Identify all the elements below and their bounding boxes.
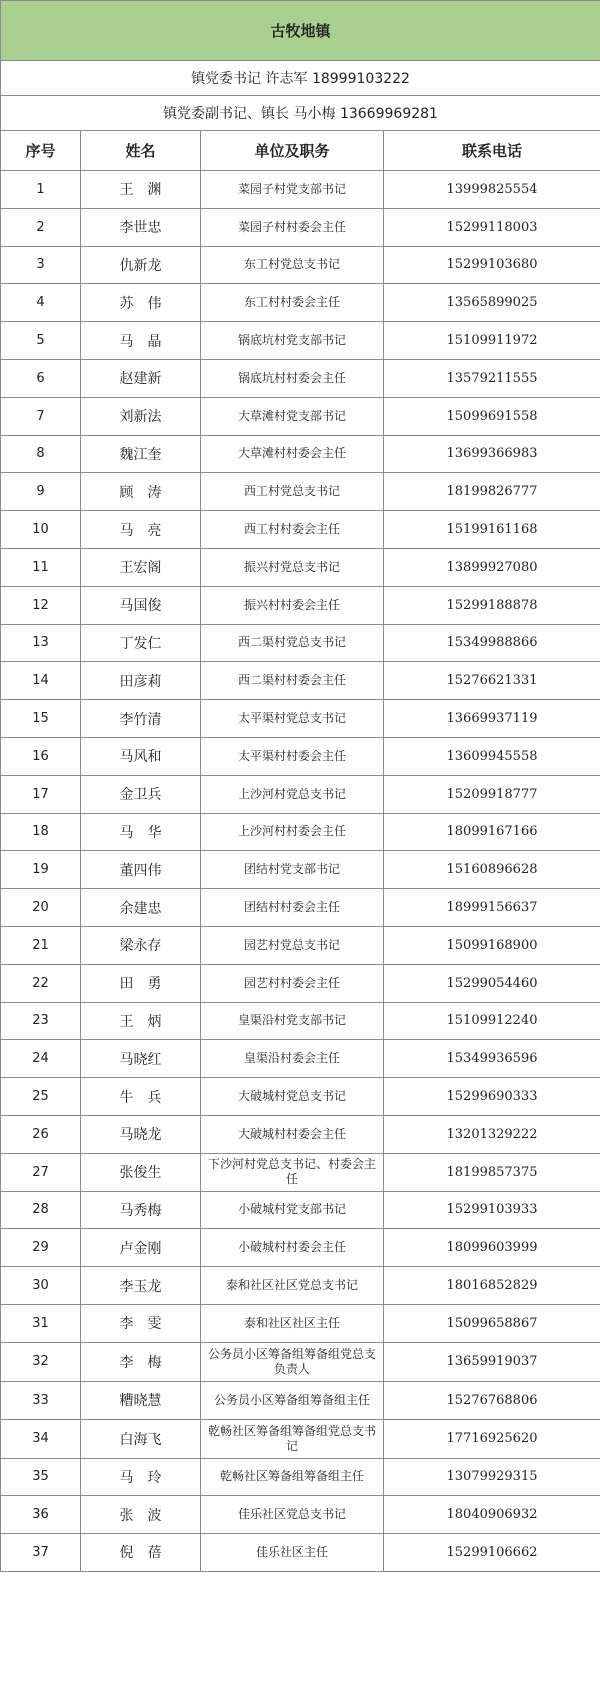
row-name: 李 雯 — [81, 1304, 201, 1342]
row-phone: 13565899025 — [384, 284, 600, 322]
row-name: 顾 涛 — [81, 473, 201, 511]
row-index: 3 — [1, 246, 81, 284]
row-phone: 15276621331 — [384, 662, 600, 700]
row-phone: 18040906932 — [384, 1496, 600, 1534]
row-phone: 18099167166 — [384, 813, 600, 851]
row-index: 33 — [1, 1381, 81, 1419]
row-position: 下沙河村党总支书记、村委会主任 — [201, 1153, 384, 1191]
table-row — [1, 548, 600, 586]
row-index: 7 — [1, 397, 81, 435]
row-phone: 15160896628 — [384, 851, 600, 889]
row-index: 25 — [1, 1078, 81, 1116]
row-position: 西二渠村村委会主任 — [201, 662, 384, 700]
row-name: 马 华 — [81, 813, 201, 851]
row-position: 泰和社区社区党总支书记 — [201, 1267, 384, 1305]
table-row — [1, 813, 600, 851]
row-index: 19 — [1, 851, 81, 889]
row-name: 李玉龙 — [81, 1267, 201, 1305]
table-row — [1, 1419, 600, 1458]
row-name: 王 渊 — [81, 171, 201, 209]
table-row — [1, 473, 600, 511]
row-name: 马 亮 — [81, 511, 201, 549]
row-name: 王宏阁 — [81, 548, 201, 586]
row-name: 梁永存 — [81, 926, 201, 964]
row-phone: 17716925620 — [384, 1419, 600, 1458]
table-row — [1, 1115, 600, 1153]
table-row — [1, 586, 600, 624]
row-position: 东工村党总支书记 — [201, 246, 384, 284]
row-name: 仇新龙 — [81, 246, 201, 284]
row-phone: 15209918777 — [384, 775, 600, 813]
row-name: 魏江奎 — [81, 435, 201, 473]
row-phone: 15099691558 — [384, 397, 600, 435]
table-row — [1, 284, 600, 322]
row-position: 振兴村村委会主任 — [201, 586, 384, 624]
table-row — [1, 889, 600, 927]
row-position: 泰和社区社区主任 — [201, 1304, 384, 1342]
row-phone: 13579211555 — [384, 359, 600, 397]
row-position: 小破城村村委会主任 — [201, 1229, 384, 1267]
row-index: 2 — [1, 208, 81, 246]
row-position: 小破城村党支部书记 — [201, 1191, 384, 1229]
table-row — [1, 851, 600, 889]
row-index: 24 — [1, 1040, 81, 1078]
row-phone: 13669937119 — [384, 700, 600, 738]
row-phone: 13609945558 — [384, 737, 600, 775]
row-position: 佳乐社区主任 — [201, 1534, 384, 1572]
row-position: 皇渠沿村委会主任 — [201, 1040, 384, 1078]
table-row — [1, 737, 600, 775]
row-name: 赵建新 — [81, 359, 201, 397]
row-phone: 15099658867 — [384, 1304, 600, 1342]
row-name: 苏 伟 — [81, 284, 201, 322]
row-position: 上沙河村村委会主任 — [201, 813, 384, 851]
row-phone: 18199826777 — [384, 473, 600, 511]
row-name: 金卫兵 — [81, 775, 201, 813]
party-secretary-info: 镇党委书记 许志军 18999103222 — [1, 61, 600, 96]
table-row — [1, 624, 600, 662]
row-name: 王 炳 — [81, 1002, 201, 1040]
row-position: 上沙河村党总支书记 — [201, 775, 384, 813]
row-index: 26 — [1, 1115, 81, 1153]
row-phone: 15299118003 — [384, 208, 600, 246]
table-row — [1, 700, 600, 738]
table-row — [1, 322, 600, 360]
row-phone: 15099168900 — [384, 926, 600, 964]
row-index: 31 — [1, 1304, 81, 1342]
row-index: 9 — [1, 473, 81, 511]
row-phone: 15299103933 — [384, 1191, 600, 1229]
row-name: 董四伟 — [81, 851, 201, 889]
row-index: 18 — [1, 813, 81, 851]
row-index: 27 — [1, 1153, 81, 1191]
row-name: 李竹清 — [81, 700, 201, 738]
row-name: 倪 蓓 — [81, 1534, 201, 1572]
row-phone: 15199161168 — [384, 511, 600, 549]
table-row — [1, 1153, 600, 1191]
row-index: 17 — [1, 775, 81, 813]
row-index: 13 — [1, 624, 81, 662]
row-phone: 15349988866 — [384, 624, 600, 662]
row-index: 14 — [1, 662, 81, 700]
header-position: 单位及职务 — [201, 131, 384, 171]
row-index: 34 — [1, 1419, 81, 1458]
row-phone: 18199857375 — [384, 1153, 600, 1191]
row-name: 马 晶 — [81, 322, 201, 360]
table-body — [1, 171, 600, 1572]
row-index: 21 — [1, 926, 81, 964]
table-row — [1, 208, 600, 246]
row-position: 菜园子村村委会主任 — [201, 208, 384, 246]
row-name: 余建忠 — [81, 889, 201, 927]
row-index: 32 — [1, 1342, 81, 1381]
row-phone: 15109912240 — [384, 1002, 600, 1040]
row-position: 大破城村村委会主任 — [201, 1115, 384, 1153]
row-position: 皇渠沿村党支部书记 — [201, 1002, 384, 1040]
header-index: 序号 — [1, 131, 81, 171]
header-name: 姓名 — [81, 131, 201, 171]
row-phone: 13699366983 — [384, 435, 600, 473]
row-phone: 15349936596 — [384, 1040, 600, 1078]
row-name: 丁发仁 — [81, 624, 201, 662]
row-position: 佳乐社区党总支书记 — [201, 1496, 384, 1534]
row-phone: 18999156637 — [384, 889, 600, 927]
row-index: 35 — [1, 1458, 81, 1496]
row-position: 大破城村党总支书记 — [201, 1078, 384, 1116]
row-phone: 13999825554 — [384, 171, 600, 209]
row-position: 振兴村党总支书记 — [201, 548, 384, 586]
row-name: 张 波 — [81, 1496, 201, 1534]
table-row — [1, 662, 600, 700]
party-secretary-row — [1, 61, 600, 96]
row-name: 马国俊 — [81, 586, 201, 624]
row-index: 20 — [1, 889, 81, 927]
table-row — [1, 1342, 600, 1381]
table-row — [1, 359, 600, 397]
table-row — [1, 1229, 600, 1267]
row-phone: 18016852829 — [384, 1267, 600, 1305]
row-index: 8 — [1, 435, 81, 473]
deputy-secretary-info: 镇党委副书记、镇长 马小梅 13669969281 — [1, 96, 600, 131]
row-phone: 15276768806 — [384, 1381, 600, 1419]
table-row — [1, 1534, 600, 1572]
row-index: 36 — [1, 1496, 81, 1534]
row-phone: 13079929315 — [384, 1458, 600, 1496]
table-row — [1, 1002, 600, 1040]
row-name: 马晓红 — [81, 1040, 201, 1078]
row-position: 菜园子村党支部书记 — [201, 171, 384, 209]
row-index: 11 — [1, 548, 81, 586]
table-row — [1, 171, 600, 209]
row-phone: 15299054460 — [384, 964, 600, 1002]
header-phone: 联系电话 — [384, 131, 600, 171]
row-phone: 13899927080 — [384, 548, 600, 586]
row-index: 5 — [1, 322, 81, 360]
table-row — [1, 1496, 600, 1534]
row-index: 10 — [1, 511, 81, 549]
row-index: 12 — [1, 586, 81, 624]
table-row — [1, 1040, 600, 1078]
table-row — [1, 1267, 600, 1305]
row-name: 李世忠 — [81, 208, 201, 246]
row-phone: 15109911972 — [384, 322, 600, 360]
row-index: 6 — [1, 359, 81, 397]
table-row — [1, 1304, 600, 1342]
row-position: 太平渠村村委会主任 — [201, 737, 384, 775]
row-name: 牛 兵 — [81, 1078, 201, 1116]
table-row — [1, 775, 600, 813]
table-row — [1, 926, 600, 964]
row-position: 太平渠村党总支书记 — [201, 700, 384, 738]
row-phone: 18099603999 — [384, 1229, 600, 1267]
row-position: 大草滩村党支部书记 — [201, 397, 384, 435]
table-row — [1, 397, 600, 435]
row-phone: 15299106662 — [384, 1534, 600, 1572]
table-row — [1, 1191, 600, 1229]
table-row — [1, 511, 600, 549]
row-position: 锅底坑村村委会主任 — [201, 359, 384, 397]
row-name: 马晓龙 — [81, 1115, 201, 1153]
row-position: 东工村村委会主任 — [201, 284, 384, 322]
table-row — [1, 246, 600, 284]
table-row — [1, 964, 600, 1002]
row-position: 锅底坑村党支部书记 — [201, 322, 384, 360]
table-row — [1, 1381, 600, 1419]
deputy-secretary-row — [1, 96, 600, 131]
row-position: 团结村村委会主任 — [201, 889, 384, 927]
table-row — [1, 435, 600, 473]
row-position: 乾畅社区筹备组筹备组主任 — [201, 1458, 384, 1496]
row-index: 22 — [1, 964, 81, 1002]
row-position: 西工村村委会主任 — [201, 511, 384, 549]
row-index: 30 — [1, 1267, 81, 1305]
table-row — [1, 1458, 600, 1496]
row-index: 1 — [1, 171, 81, 209]
row-phone: 15299103680 — [384, 246, 600, 284]
row-position: 团结村党支部书记 — [201, 851, 384, 889]
row-position: 西二渠村党总支书记 — [201, 624, 384, 662]
row-index: 28 — [1, 1191, 81, 1229]
row-position: 园艺村村委会主任 — [201, 964, 384, 1002]
row-position: 大草滩村村委会主任 — [201, 435, 384, 473]
row-name: 马风和 — [81, 737, 201, 775]
row-name: 糟晓慧 — [81, 1381, 201, 1419]
row-phone: 15299690333 — [384, 1078, 600, 1116]
row-name: 刘新法 — [81, 397, 201, 435]
row-phone: 15299188878 — [384, 586, 600, 624]
row-name: 白海飞 — [81, 1419, 201, 1458]
row-name: 卢金刚 — [81, 1229, 201, 1267]
row-index: 29 — [1, 1229, 81, 1267]
row-position: 园艺村党总支书记 — [201, 926, 384, 964]
row-position: 公务员小区筹备组筹备组党总支负责人 — [201, 1342, 384, 1381]
header-row — [1, 131, 600, 171]
row-phone: 13201329222 — [384, 1115, 600, 1153]
table-title: 古牧地镇 — [1, 1, 600, 61]
row-index: 4 — [1, 284, 81, 322]
row-name: 张俊生 — [81, 1153, 201, 1191]
row-index: 15 — [1, 700, 81, 738]
row-name: 马 玲 — [81, 1458, 201, 1496]
row-position: 乾畅社区筹备组筹备组党总支书记 — [201, 1419, 384, 1458]
row-index: 37 — [1, 1534, 81, 1572]
row-name: 田 勇 — [81, 964, 201, 1002]
row-name: 李 梅 — [81, 1342, 201, 1381]
title-row — [1, 1, 600, 61]
row-index: 16 — [1, 737, 81, 775]
row-name: 田彦莉 — [81, 662, 201, 700]
row-position: 公务员小区筹备组筹备组主任 — [201, 1381, 384, 1419]
row-name: 马秀梅 — [81, 1191, 201, 1229]
row-index: 23 — [1, 1002, 81, 1040]
table-row — [1, 1078, 600, 1116]
row-position: 西工村党总支书记 — [201, 473, 384, 511]
row-phone: 13659919037 — [384, 1342, 600, 1381]
